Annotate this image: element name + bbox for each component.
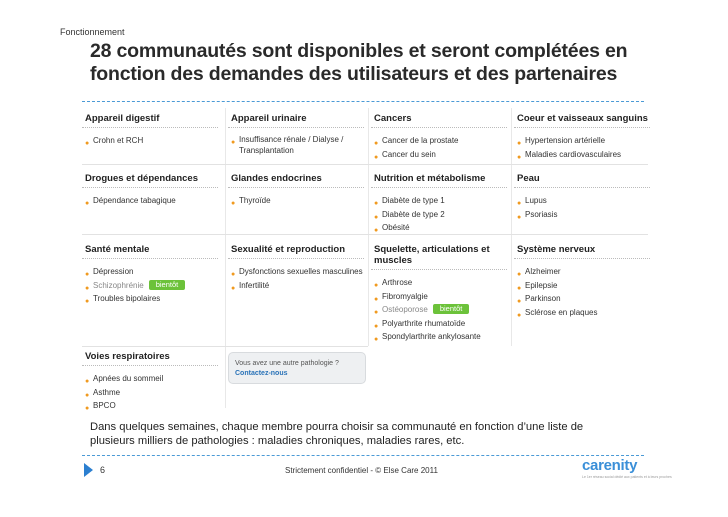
community-title-rule bbox=[228, 127, 364, 128]
bullet-icon: ● bbox=[231, 200, 236, 207]
coming-soon-badge: bientôt bbox=[149, 280, 186, 290]
contact-us-link[interactable]: Contactez-nous bbox=[235, 370, 288, 377]
bullet-icon: ● bbox=[85, 391, 90, 399]
community-sante-mentale[interactable] bbox=[82, 244, 222, 306]
community-item[interactable]: ● Psoriasis bbox=[514, 208, 654, 222]
community-title[interactable]: Système nerveux bbox=[517, 244, 596, 255]
community-item[interactable]: ● Hypertension artérielle bbox=[514, 134, 654, 148]
row-divider bbox=[82, 346, 368, 347]
bullet-icon: ● bbox=[231, 139, 236, 146]
bullet-icon: ● bbox=[85, 298, 90, 305]
column-divider bbox=[225, 108, 226, 408]
bullet-icon: ● bbox=[374, 227, 379, 234]
bullet-icon: ● bbox=[374, 200, 379, 207]
body-text bbox=[90, 420, 650, 448]
title-line-2: fonction des demandes des utilisateurs et des partenaires bbox=[90, 63, 618, 85]
community-voies-respiratoires[interactable] bbox=[82, 351, 222, 413]
community-item[interactable]: ● Polyarthrite rhumatoïde bbox=[371, 317, 511, 331]
community-title[interactable]: Sexualité et reproduction bbox=[231, 244, 346, 255]
title-line-1: 28 communautés sont disponibles et seront complétées en bbox=[90, 40, 628, 62]
community-title-rule bbox=[228, 187, 364, 188]
community-item[interactable]: ● Apnées du sommeil bbox=[82, 372, 222, 386]
community-item[interactable]: ● Thyroïde bbox=[228, 194, 368, 208]
community-title[interactable]: Peau bbox=[517, 173, 540, 184]
community-item[interactable]: ● Asthme bbox=[82, 386, 222, 400]
bullet-icon: ● bbox=[517, 153, 522, 161]
column-divider bbox=[511, 108, 512, 346]
bullet-icon: ● bbox=[517, 140, 522, 147]
page-title bbox=[90, 40, 650, 86]
bullet-icon: ● bbox=[517, 200, 522, 207]
row-divider bbox=[82, 164, 648, 165]
community-sexualite-reproduction[interactable] bbox=[228, 244, 368, 292]
bullet-icon: ● bbox=[85, 405, 90, 412]
arrow-right-icon bbox=[84, 463, 93, 477]
community-title-rule bbox=[82, 127, 218, 128]
row-divider bbox=[82, 234, 648, 235]
community-item[interactable]: ● Fibromyalgie bbox=[371, 290, 511, 304]
community-item[interactable]: ● Arthrose bbox=[371, 276, 511, 290]
community-item: ● Ostéoporose bientôt bbox=[371, 303, 511, 317]
community-item[interactable]: ● Sclérose en plaques bbox=[514, 306, 654, 320]
logo-word: carenity bbox=[582, 457, 638, 474]
community-cancers[interactable] bbox=[371, 113, 511, 161]
community-title[interactable]: Cancers bbox=[374, 113, 412, 124]
bullet-icon: ● bbox=[374, 282, 379, 289]
community-title[interactable]: Appareil urinaire bbox=[231, 113, 307, 124]
community-title[interactable]: Nutrition et métabolisme bbox=[374, 173, 486, 184]
community-item[interactable]: ● Cancer du sein bbox=[371, 148, 511, 162]
community-item[interactable]: ● Spondylarthrite ankylosante bbox=[371, 330, 511, 344]
community-item[interactable]: ● Crohn et RCH bbox=[82, 134, 222, 148]
community-title[interactable]: Squelette, articulations et muscles bbox=[374, 244, 490, 266]
bullet-icon: ● bbox=[85, 284, 90, 292]
community-title[interactable]: Santé mentale bbox=[85, 244, 150, 255]
bullet-icon: ● bbox=[85, 271, 90, 278]
community-coeur-vaisseaux[interactable] bbox=[514, 113, 654, 161]
community-systeme-nerveux[interactable] bbox=[514, 244, 654, 319]
community-title[interactable]: Glandes endocrines bbox=[231, 173, 322, 184]
community-title-rule bbox=[82, 187, 218, 188]
community-item[interactable]: ● Diabète de type 1 bbox=[371, 194, 511, 208]
confidential-notice: Strictement confidentiel - © Else Care 2011 bbox=[285, 466, 438, 475]
community-item[interactable]: ● Insuffisance rénale / Dialyse / Transplantation bbox=[231, 135, 344, 155]
section-label: Fonctionnement bbox=[60, 27, 125, 37]
community-item[interactable]: ● Infertilité bbox=[228, 279, 368, 293]
community-item[interactable]: ● Dépression bbox=[82, 265, 222, 279]
community-item[interactable]: ● Lupus bbox=[514, 194, 654, 208]
community-title-rule bbox=[514, 187, 650, 188]
bullet-icon: ● bbox=[374, 309, 379, 316]
bullet-icon: ● bbox=[374, 322, 379, 330]
bullet-icon: ● bbox=[231, 271, 236, 278]
bullet-icon: ● bbox=[374, 336, 379, 343]
logo-tagline: Le 1er réseau social dédié aux patients et à leurs proches bbox=[582, 475, 672, 479]
community-squelette-articulations[interactable] bbox=[371, 244, 511, 344]
bullet-icon: ● bbox=[85, 140, 90, 147]
community-title-rule bbox=[82, 365, 218, 366]
body-text-line-2: plusieurs milliers de pathologies : maladies chroniques, maladies rares, etc. bbox=[90, 435, 465, 447]
bullet-icon: ● bbox=[374, 213, 379, 221]
community-appareil-digestif[interactable] bbox=[82, 113, 222, 148]
bullet-icon: ● bbox=[85, 200, 90, 207]
community-title-rule bbox=[371, 187, 507, 188]
bullet-icon: ● bbox=[517, 271, 522, 278]
community-item[interactable]: ● Dépendance tabagique bbox=[82, 194, 222, 208]
bullet-icon: ● bbox=[85, 378, 90, 385]
column-divider bbox=[368, 108, 369, 346]
community-item[interactable]: ● Diabète de type 2 bbox=[371, 208, 511, 222]
other-pathology-question: Vous avez une autre pathologie ? bbox=[235, 360, 339, 367]
community-title-rule bbox=[514, 258, 650, 259]
community-item[interactable]: ● Obésité bbox=[371, 221, 511, 235]
community-item[interactable]: ● Maladies cardiovasculaires bbox=[514, 148, 654, 162]
title-divider bbox=[82, 101, 644, 102]
bullet-icon: ● bbox=[374, 140, 379, 147]
community-appareil-urinaire[interactable] bbox=[228, 113, 368, 158]
body-text-line-1: Dans quelques semaines, chaque membre pourra choisir sa communauté en fonction d’une liste de bbox=[90, 421, 584, 433]
community-item[interactable]: ● Parkinson bbox=[514, 292, 654, 306]
community-title[interactable]: Voies respiratoires bbox=[85, 351, 170, 362]
community-item[interactable]: ● Epilepsie bbox=[514, 279, 654, 293]
bullet-icon: ● bbox=[374, 295, 379, 303]
community-title-rule bbox=[228, 258, 364, 259]
bullet-icon: ● bbox=[517, 298, 522, 305]
community-title[interactable]: Coeur et vaisseaux sanguins bbox=[517, 113, 648, 124]
community-title[interactable]: Drogues et dépendances bbox=[85, 173, 198, 184]
community-peau[interactable] bbox=[514, 173, 654, 221]
carenity-logo bbox=[582, 457, 672, 484]
community-item[interactable]: ● Dysfonctions sexuelles masculines bbox=[228, 265, 368, 279]
other-pathology-box bbox=[228, 352, 366, 384]
community-title-rule bbox=[82, 258, 218, 259]
community-item[interactable]: ● Cancer de la prostate bbox=[371, 134, 511, 148]
community-title-rule bbox=[371, 269, 507, 270]
bullet-icon: ● bbox=[517, 311, 522, 319]
bullet-icon: ● bbox=[374, 153, 379, 161]
footer-divider bbox=[82, 455, 644, 456]
community-item[interactable]: ● Troubles bipolaires bbox=[82, 292, 222, 306]
community-title-rule bbox=[514, 127, 650, 128]
community-nutrition-metabolisme[interactable] bbox=[371, 173, 511, 235]
communities-grid bbox=[82, 108, 648, 412]
community-drogues-dependances[interactable] bbox=[82, 173, 222, 208]
community-title-rule bbox=[371, 127, 507, 128]
page-number: 6 bbox=[100, 465, 106, 475]
community-glandes-endocrines[interactable] bbox=[228, 173, 368, 208]
community-item: ● Schizophrénie bientôt bbox=[82, 279, 222, 293]
bullet-icon: ● bbox=[517, 284, 522, 292]
community-item[interactable]: ● BPCO bbox=[82, 399, 222, 413]
community-item[interactable]: ● Alzheimer bbox=[514, 265, 654, 279]
community-title[interactable]: Appareil digestif bbox=[85, 113, 160, 124]
bullet-icon: ● bbox=[231, 284, 236, 292]
bullet-icon: ● bbox=[517, 213, 522, 221]
coming-soon-badge: bientôt bbox=[433, 304, 470, 314]
